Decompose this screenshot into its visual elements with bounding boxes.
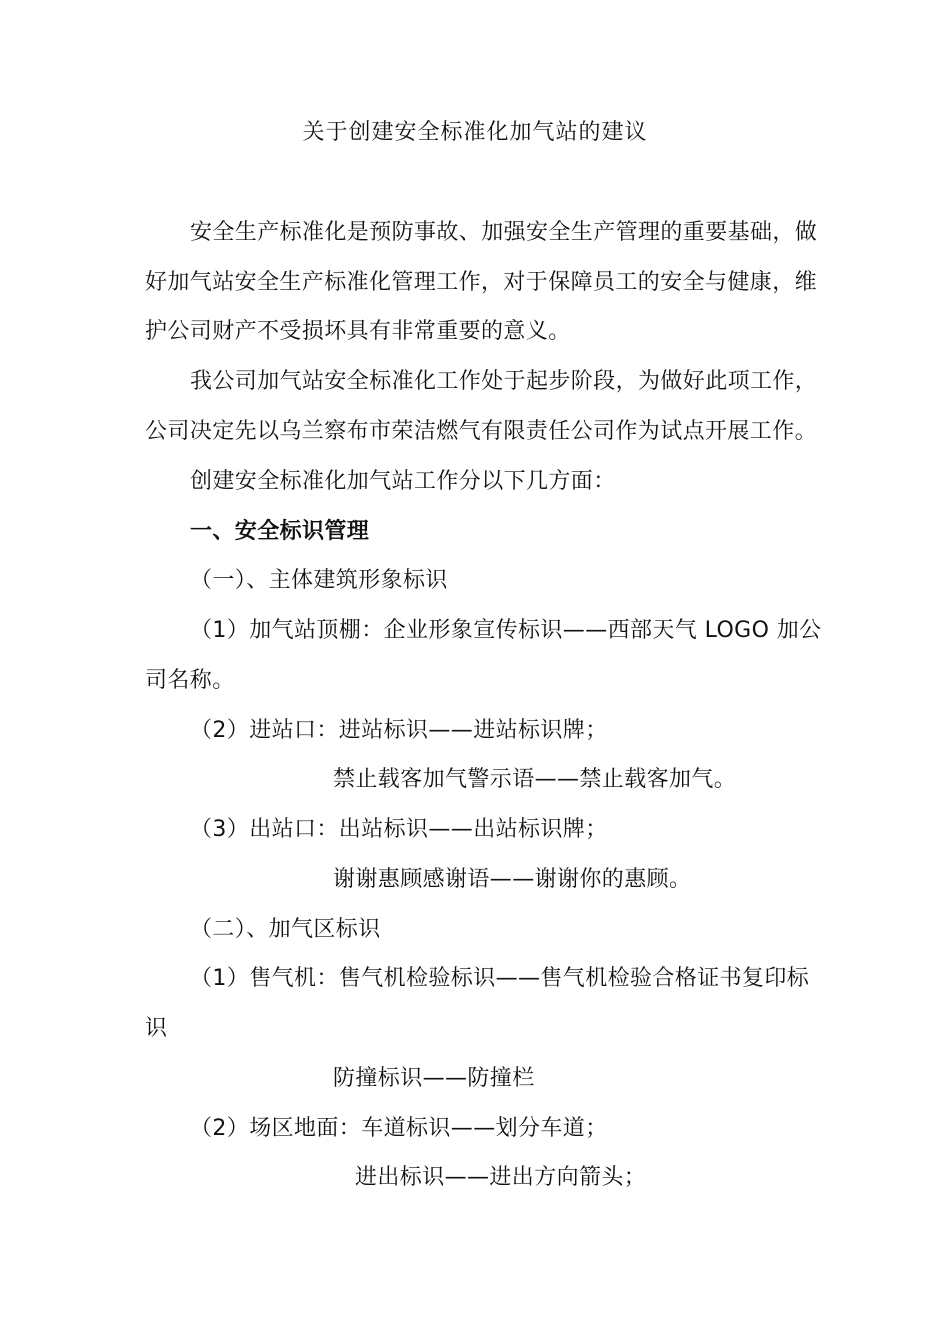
subsection-2-item-1-line-1: （1）售气机：售气机检验标识——售气机检验合格证书复印标 bbox=[190, 966, 810, 991]
subsection-1-heading: （一）、主体建筑形象标识 bbox=[190, 568, 448, 593]
subsection-2-item-1-line-3: 防撞标识——防撞栏 bbox=[333, 1066, 535, 1091]
subsection-2-item-2-line-2: 进出标识——进出方向箭头； bbox=[355, 1165, 647, 1190]
subsection-2-heading: （二）、加气区标识 bbox=[190, 917, 381, 942]
section-1-heading: 一、安全标识管理 bbox=[190, 519, 370, 544]
subsection-2-item-1-line-2: 识 bbox=[145, 1016, 168, 1041]
paragraph-1-line-1: 安全生产标准化是预防事故、加强安全生产管理的重要基础，做 bbox=[190, 220, 818, 245]
subsection-1-item-1-line-2: 司名称。 bbox=[145, 668, 235, 693]
paragraph-2-line-1: 我公司加气站安全标准化工作处于起步阶段，为做好此项工作， bbox=[190, 369, 818, 394]
paragraph-1-line-3: 护公司财产不受损坏具有非常重要的意义。 bbox=[145, 319, 571, 344]
paragraph-1-line-2: 好加气站安全生产标准化管理工作，对于保障员工的安全与健康，维 bbox=[145, 270, 818, 295]
paragraph-3: 创建安全标准化加气站工作分以下几方面： bbox=[190, 469, 616, 494]
subsection-1-item-2-line-2: 禁止载客加气警示语——禁止载客加气。 bbox=[333, 767, 737, 792]
subsection-2-item-2-line-1: （2）场区地面：车道标识——划分车道； bbox=[190, 1116, 608, 1141]
subsection-1-item-3-line-1: （3）出站口：出站标识——出站标识牌； bbox=[190, 817, 608, 842]
paragraph-2-line-2: 公司决定先以乌兰察布市荣洁燃气有限责任公司作为试点开展工作。 bbox=[145, 419, 818, 444]
document-title: 关于创建安全标准化加气站的建议 bbox=[302, 120, 648, 145]
subsection-1-item-1-line-1: （1）加气站顶棚：企业形象宣传标识——西部天气 LOGO 加公 bbox=[190, 618, 822, 643]
subsection-1-item-3-line-2: 谢谢惠顾感谢语——谢谢你的惠顾。 bbox=[333, 867, 692, 892]
subsection-1-item-2-line-1: （2）进站口：进站标识——进站标识牌； bbox=[190, 718, 608, 743]
